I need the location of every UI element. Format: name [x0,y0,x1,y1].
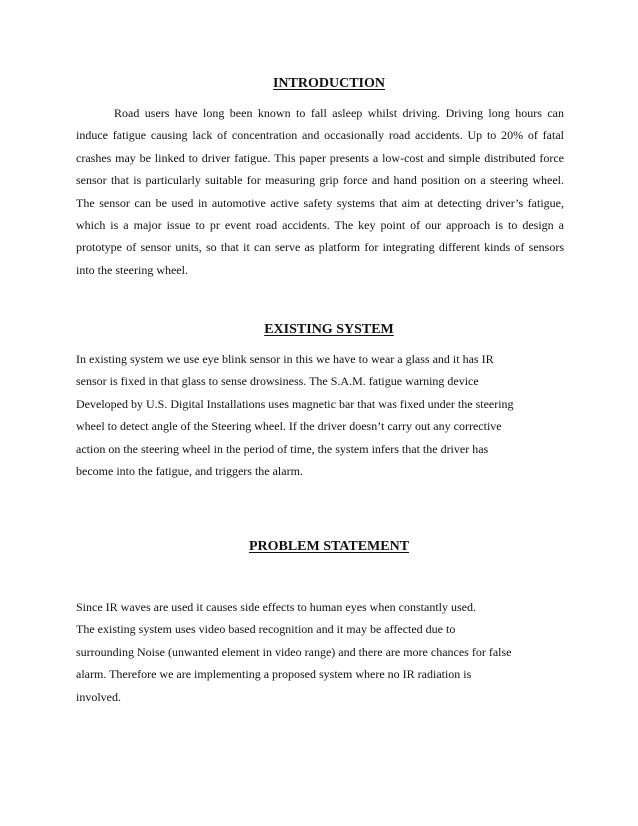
existing-system-line: wheel to detect angle of the Steering wheel. If the driver doesn’t carry out any corrective [76,419,502,434]
existing-system-line: In existing system we use eye blink sensor in this we have to wear a glass and it has IR [76,352,494,366]
existing-system-line: sensor is fixed in that glass to sense drowsiness. The S.A.M. fatigue warning device [76,374,479,389]
problem-statement-line: Since IR waves are used it causes side effects to human eyes when constantly used. [76,600,476,614]
problem-statement-paragraph [76,596,568,708]
existing-system-paragraph [76,348,568,482]
problem-statement-heading: PROBLEM STATEMENT [248,539,410,554]
existing-system-line: Developed by U.S. Digital Installations uses magnetic bar that was fixed under the steering [76,396,514,411]
existing-system-heading: EXISTING SYSTEM [264,322,394,337]
problem-statement-line: involved. [76,689,121,704]
introduction-heading: INTRODUCTION [272,76,385,91]
problem-statement-line: The existing system uses video based recognition and it may be affected due to [76,622,456,637]
existing-system-line: become into the fatigue, and triggers the alarm. [76,464,303,479]
problem-statement-line: surrounding Noise (unwanted element in video range) and there are more chances for false [76,644,512,659]
problem-statement-line: alarm. Therefore we are implementing a proposed system where no IR radiation is [76,667,472,682]
existing-system-line: action on the steering wheel in the period of time, the system infers that the driver has [76,441,489,456]
introduction-paragraph: Road users have long been known to fall asleep whilst driving. Driving long hours can induce fatigue causing lack of concentration and occasionally road accidents. Up to 20% of fatal crashes may be linked to driver fatigue. This paper presents a low-cost and simple distributed force sensor that is particularly suitable for measuring grip force and hand position on a steering wheel. The sensor can be used in automotive active safety systems that aim at detecting driver’s fatigue, which is a major issue to pr event road accidents. The key point of our approach is to design a prototype of sensor units, so that it can serve as platform for integrating different kinds of sensors into the steering wheel. [76,106,564,277]
